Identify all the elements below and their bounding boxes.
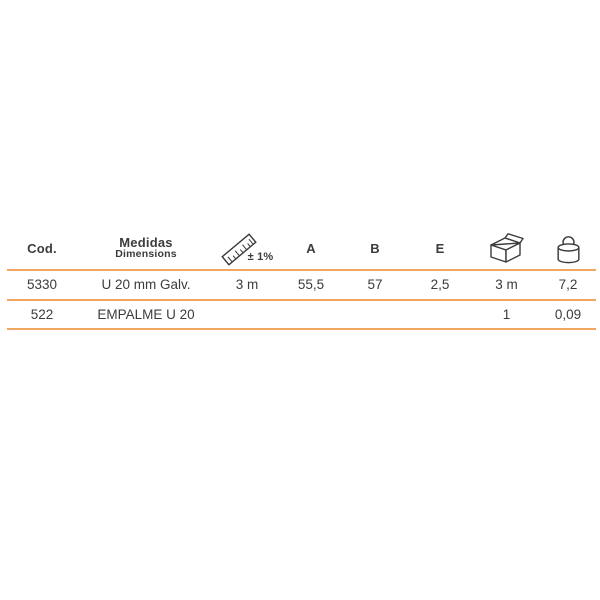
cell-medidas: EMPALME U 20 xyxy=(97,306,195,322)
cell-weight: 0,09 xyxy=(554,306,582,322)
cell-packaging: 1 xyxy=(502,306,511,322)
cell-cod: 522 xyxy=(30,306,54,322)
cell-medidas: U 20 mm Galv. xyxy=(101,277,191,293)
header-weight xyxy=(540,233,596,264)
header-medidas xyxy=(77,236,215,261)
cell-weight: 7,2 xyxy=(558,277,578,293)
package-box-icon xyxy=(489,233,525,264)
header-dim-e: E xyxy=(435,240,445,256)
cell-dim-b: 57 xyxy=(367,277,383,293)
header-packaging xyxy=(473,233,540,264)
weight-icon xyxy=(555,233,582,264)
table-row xyxy=(7,271,596,299)
header-tolerance-label: ± 1% xyxy=(247,250,274,263)
cell-packaging: 3 m xyxy=(495,277,518,293)
header-cod: Cod. xyxy=(27,240,57,256)
table-row xyxy=(7,301,596,329)
table-header-row xyxy=(7,227,596,269)
table-divider-bottom xyxy=(7,328,596,330)
cell-dim-e: 2,5 xyxy=(430,277,450,293)
cell-cod: 5330 xyxy=(26,277,58,293)
header-tolerance xyxy=(215,230,279,267)
cell-dim-a: 55,5 xyxy=(297,277,325,293)
header-dimensions-label: Dimensions xyxy=(115,248,177,261)
header-medidas-label: Medidas xyxy=(119,234,173,250)
cell-tolerance: 3 m xyxy=(235,277,259,293)
header-dim-b: B xyxy=(370,240,380,256)
product-spec-table xyxy=(7,227,596,330)
header-dim-a: A xyxy=(306,240,316,256)
